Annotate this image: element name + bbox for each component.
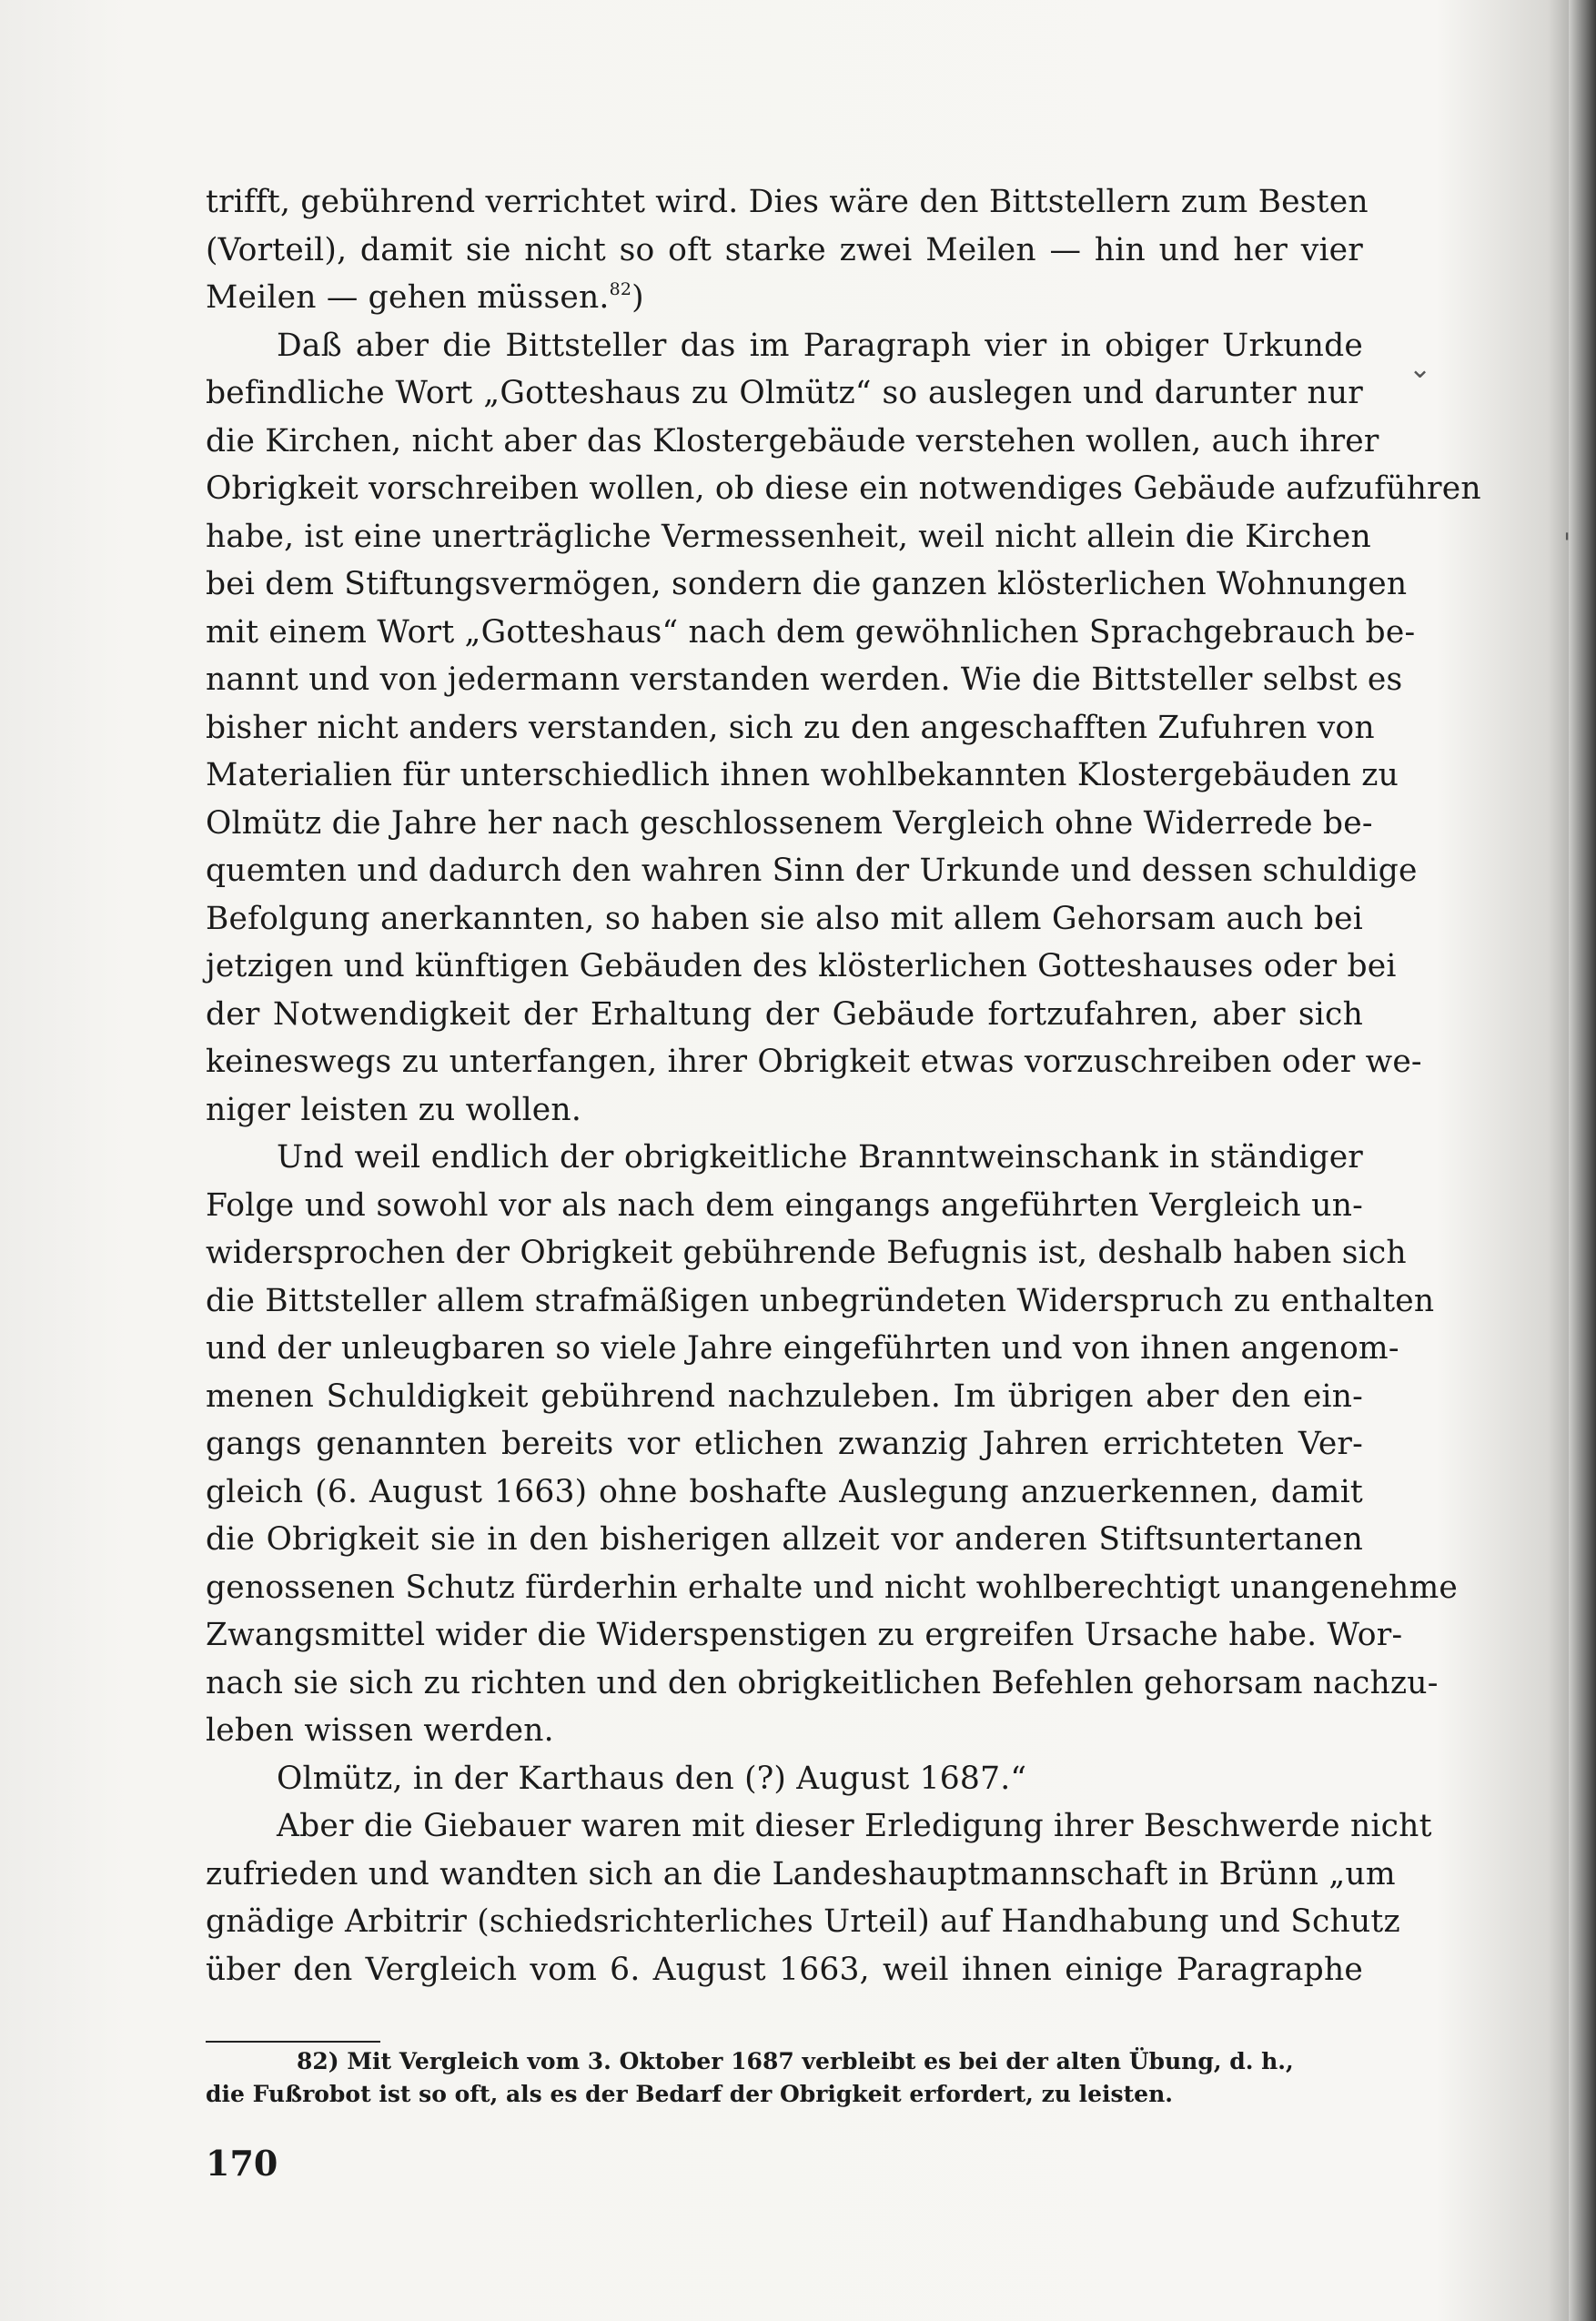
text-line: befindliche Wort „Gotteshaus zu Olmütz“ so auslegen und darunter nur xyxy=(206,375,1363,411)
text-line: widersprochen der Obrigkeit gebührende Befugnis ist, deshalb haben sich xyxy=(206,1235,1407,1271)
text-line: menen Schuldigkeit gebührend nachzuleben. Im übrigen aber den ein- xyxy=(206,1377,1363,1415)
page-edge-shadow xyxy=(1569,0,1596,2321)
paragraph-start-line: Und weil endlich der obrigkeitliche Branntweinschank in ständiger xyxy=(277,1139,1363,1176)
text-line: bei dem Stiftungsvermögen, sondern die ganzen klösterlichen Wohnungen xyxy=(206,566,1408,602)
text-line: (Vorteil), damit sie nicht so oft starke zwei Meilen — hin und her vier xyxy=(206,231,1363,268)
text-line: gnädige Arbitrir (schiedsrichterliches Urteil) auf Handhabung und Schutz xyxy=(206,1903,1400,1940)
paragraph-start-line: Daß aber die Bittsteller das im Paragraph vier in obiger Urkunde xyxy=(277,327,1363,364)
text-line: trifft, gebührend verrichtet wird. Dies wäre den Bittstellern zum Besten xyxy=(206,184,1369,220)
text-line: und der unleugbaren so viele Jahre eingeführten und von ihnen angenom- xyxy=(206,1330,1399,1367)
text-line: nach sie sich zu richten und den obrigkeitlichen Befehlen gehorsam nachzu- xyxy=(206,1664,1439,1701)
text-line: die Kirchen, nicht aber das Klostergebäude verstehen wollen, auch ihrer xyxy=(206,422,1379,459)
text-line: genossenen Schutz fürderhin erhalte und nicht wohlberechtigt unangenehme xyxy=(206,1569,1458,1606)
text-line: über den Vergleich vom 6. August 1663, weil ihnen einige Paragraphe xyxy=(206,1951,1363,1988)
text-line: bisher nicht anders verstanden, sich zu den angeschafften Zufuhren von xyxy=(206,709,1375,746)
text-line: gleich (6. August 1663) ohne boshafte Auslegung anzuerkennen, damit xyxy=(206,1473,1363,1510)
footnote-line: 82) Mit Vergleich vom 3. Oktober 1687 verbleibt es bei der alten Übung, d. h., xyxy=(297,2048,1294,2074)
text-line: jetzigen und künftigen Gebäuden des klösterlichen Gotteshauses oder bei xyxy=(206,948,1397,984)
text-line: nannt und von jedermann verstanden werden. Wie die Bittsteller selbst es xyxy=(206,661,1403,698)
paragraph-start-line: Aber die Giebauer waren mit dieser Erledigung ihrer Beschwerde nicht xyxy=(277,1808,1432,1844)
footnote-divider xyxy=(206,2041,380,2043)
footnotes xyxy=(206,2045,1352,2111)
text-line: Olmütz die Jahre her nach geschlossenem Vergleich ohne Widerrede be- xyxy=(206,804,1373,842)
footnote-reference: 82 xyxy=(609,279,632,299)
text-line: habe, ist eine unerträgliche Vermessenheit, weil nicht allein die Kirchen xyxy=(206,518,1371,555)
text-line: quemten und dadurch den wahren Sinn der Urkunde und dessen schuldige xyxy=(206,853,1418,889)
footnote-line: die Fußrobot ist so oft, als es der Bedarf der Obrigkeit erfordert, zu leisten. xyxy=(206,2081,1173,2107)
text-line: keineswegs zu unterfangen, ihrer Obrigkeit etwas vorzuschreiben oder we- xyxy=(206,1044,1422,1080)
text-line: leben wissen werden. xyxy=(206,1712,554,1749)
dateline: Olmütz, in der Karthaus den (?) August 1687.“ xyxy=(277,1760,1027,1797)
page-number: 170 xyxy=(206,2143,278,2184)
text-line: zufrieden und wandten sich an die Landeshauptmannschaft in Brünn „um xyxy=(206,1855,1396,1892)
text-line: die Obrigkeit sie in den bisherigen allzeit vor anderen Stiftsuntertanen xyxy=(206,1521,1363,1558)
text-line: der Notwendigkeit der Erhaltung der Gebäude fortzufahren, aber sich xyxy=(206,995,1363,1033)
margin-mark: ' xyxy=(1563,528,1571,560)
text-line: Befolgung anerkannten, so haben sie also mit allem Gehorsam auch bei xyxy=(206,900,1363,937)
text-line-content: Meilen — gehen müssen. xyxy=(206,279,610,316)
text-line: Obrigkeit vorschreiben wollen, ob diese ein notwendiges Gebäude aufzuführen xyxy=(206,470,1481,507)
margin-mark: ⌄ xyxy=(1409,353,1432,385)
text-line: die Bittsteller allem strafmäßigen unbegründeten Widerspruch zu enthalten xyxy=(206,1282,1435,1319)
text-line: Folge und sowohl vor als nach dem eingangs angeführten Vergleich un- xyxy=(206,1186,1363,1224)
text-line: Materialien für unterschiedlich ihnen wohlbekannten Klostergebäuden zu xyxy=(206,757,1399,793)
text-line: niger leisten zu wollen. xyxy=(206,1091,582,1128)
text-line: Zwangsmittel wider die Widerspenstigen zu ergreifen Ursache habe. Wor- xyxy=(206,1617,1403,1653)
text-line: Meilen — gehen müssen.$^{82}$) xyxy=(206,279,644,316)
body-text xyxy=(206,178,1481,1993)
text-line: mit einem Wort „Gotteshaus“ nach dem gewöhnlichen Sprachgebrauch be- xyxy=(206,613,1416,651)
text-line: gangs genannten bereits vor etlichen zwanzig Jahren errichteten Ver- xyxy=(206,1426,1363,1462)
